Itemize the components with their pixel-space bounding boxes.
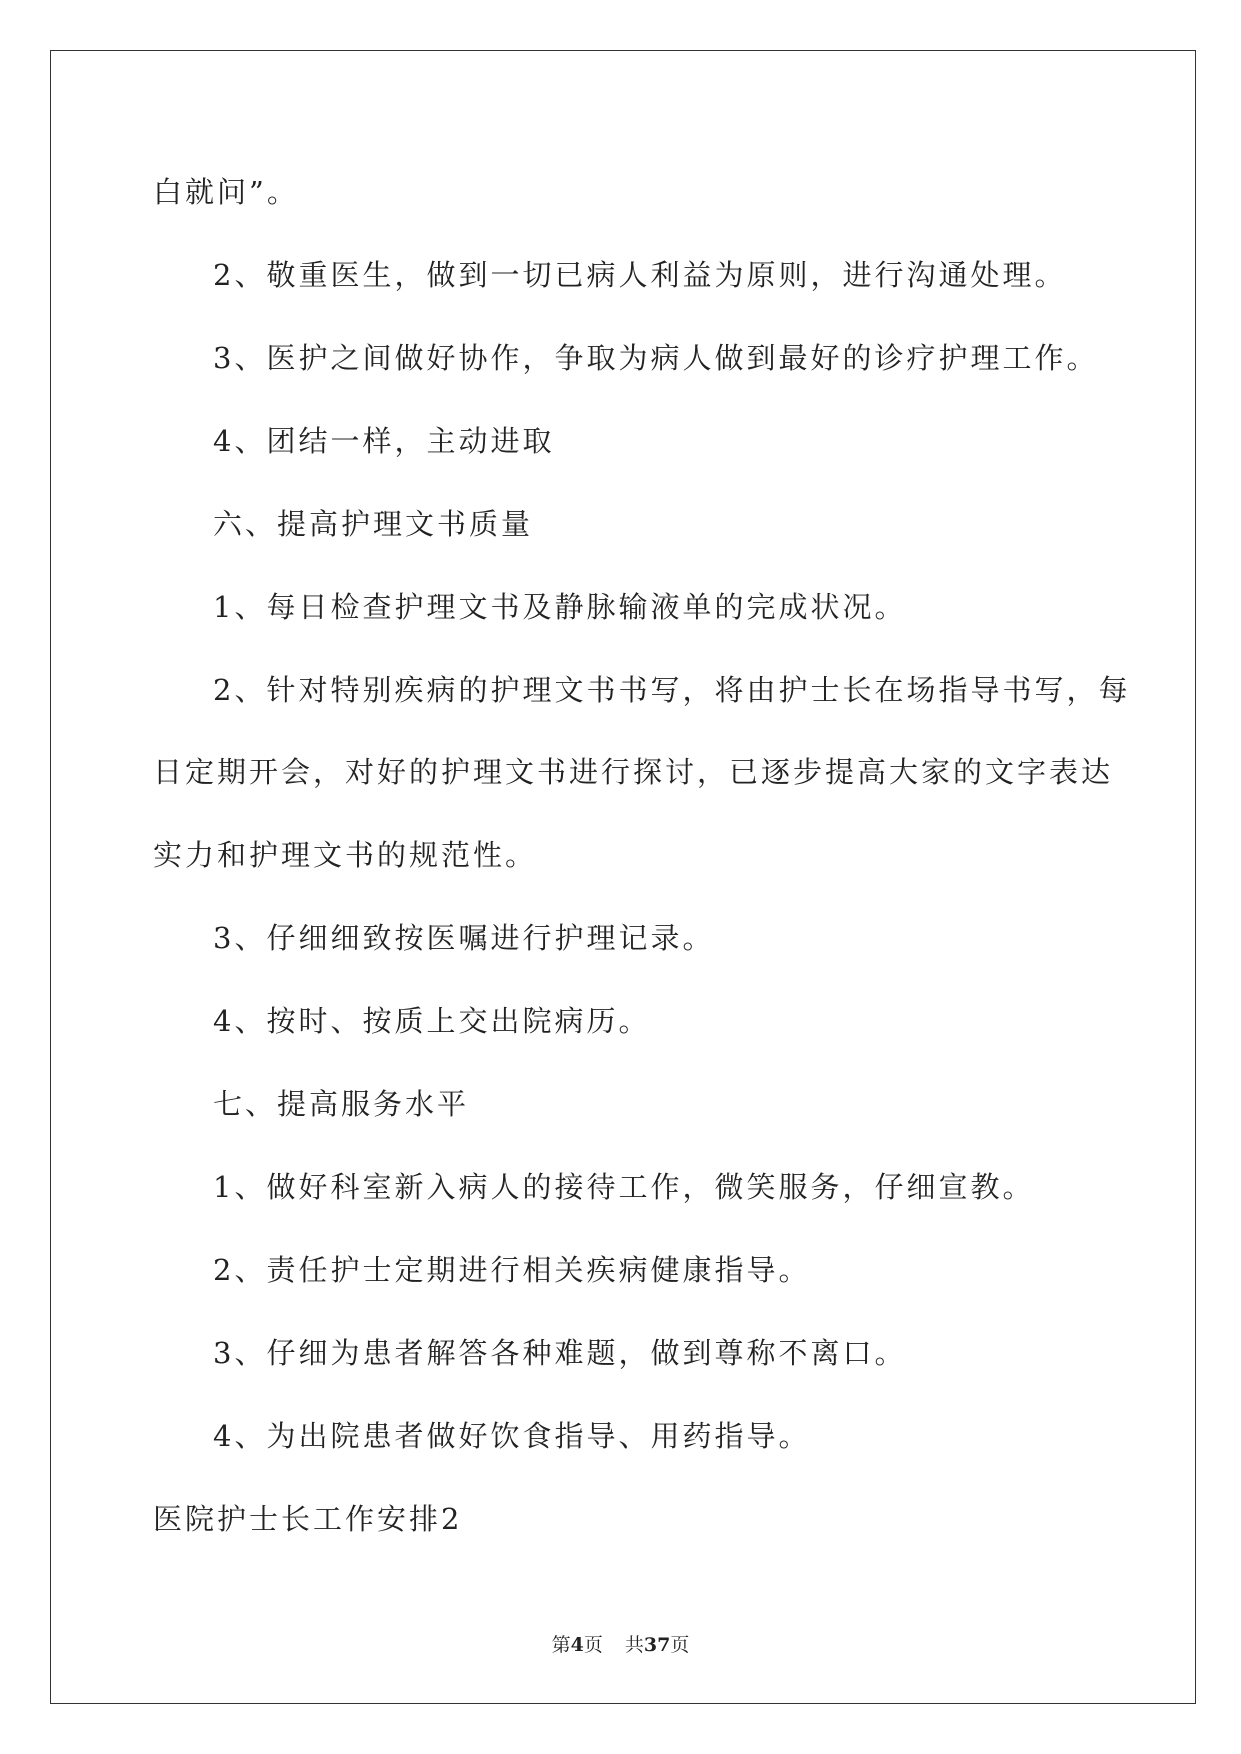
text-line-continuation: 实力和护理文书的规范性。	[153, 838, 538, 872]
footer-page-number: 4	[570, 1634, 584, 1656]
list-item: 3、医护之间做好协作，争取为病人做到最好的诊疗护理工作。	[213, 341, 1099, 375]
footer-page-prefix: 第	[551, 1634, 571, 1656]
section-heading: 六、提高护理文书质量	[213, 507, 534, 541]
text-line-continuation: 日定期开会，对好的护理文书进行探讨，已逐步提高大家的文字表达	[153, 755, 1114, 789]
list-item: 2、敬重医生，做到一切已病人利益为原则，进行沟通处理。	[213, 258, 1067, 292]
document-title-next: 医院护士长工作安排2	[153, 1502, 463, 1536]
page-footer	[0, 1632, 1241, 1658]
list-item: 2、针对特别疾病的护理文书书写，将由护士长在场指导书写，每	[213, 673, 1131, 707]
list-item: 4、团结一样，主动进取	[213, 424, 555, 458]
footer-total-suffix: 页	[670, 1634, 690, 1656]
list-item: 3、仔细细致按医嘱进行护理记录。	[213, 921, 715, 955]
list-item: 4、为出院患者做好饮食指导、用药指导。	[213, 1419, 811, 1453]
list-item: 3、仔细为患者解答各种难题，做到尊称不离口。	[213, 1336, 907, 1370]
list-item: 1、每日检查护理文书及静脉输液单的完成状况。	[213, 590, 907, 624]
list-item: 2、责任护士定期进行相关疾病健康指导。	[213, 1253, 811, 1287]
footer-total-pages: 37	[643, 1634, 671, 1656]
footer-page-suffix: 页	[583, 1634, 603, 1656]
footer-total-prefix: 共	[624, 1634, 644, 1656]
list-item: 1、做好科室新入病人的接待工作，微笑服务，仔细宣教。	[213, 1170, 1035, 1204]
text-line-continuation: 白就问”。	[153, 175, 299, 209]
section-heading: 七、提高服务水平	[213, 1087, 470, 1121]
list-item: 4、按时、按质上交出院病历。	[213, 1004, 651, 1038]
